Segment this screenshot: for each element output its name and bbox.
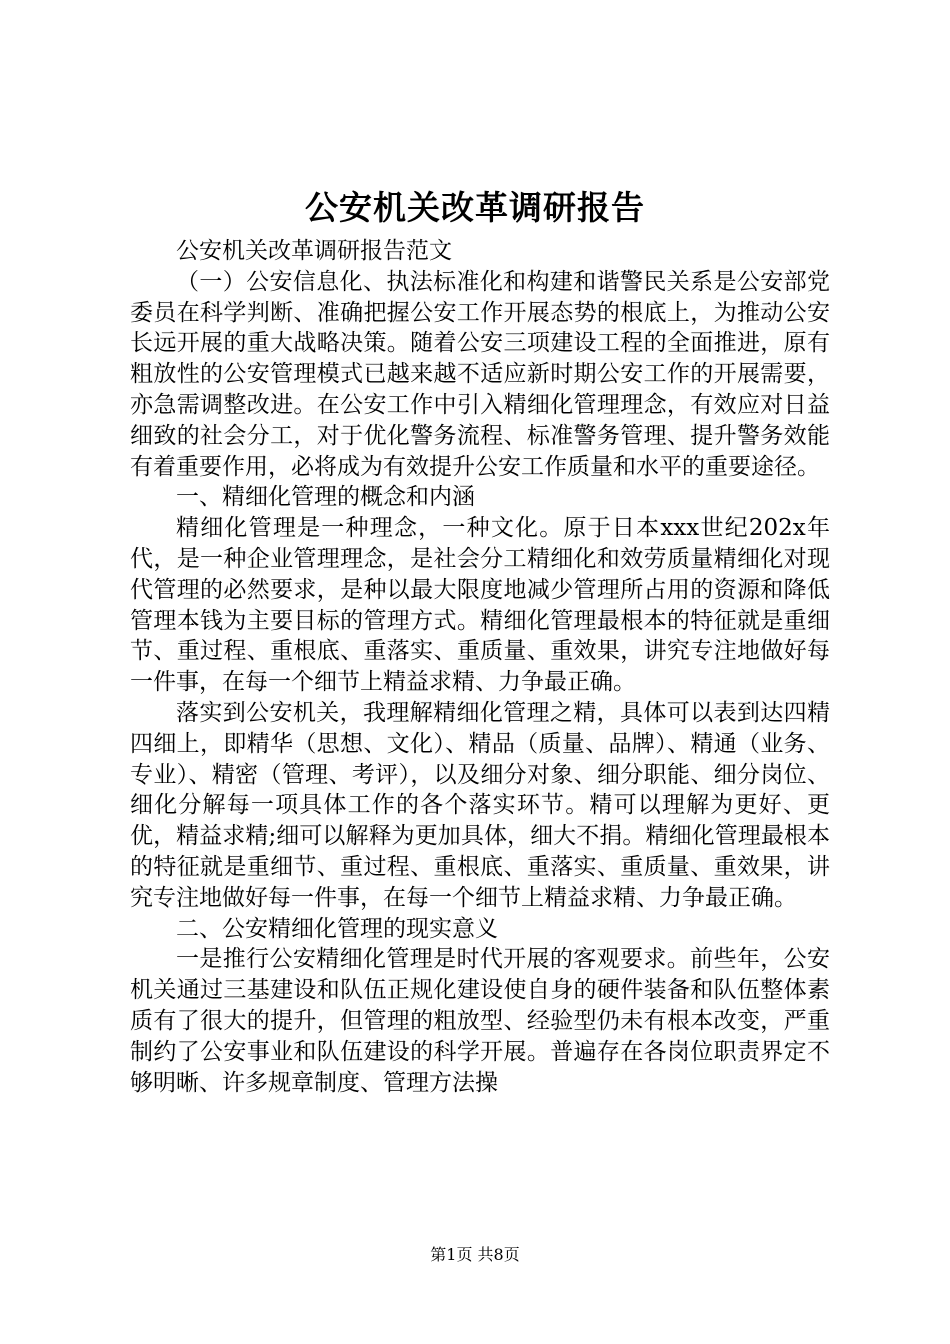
document-subtitle: 公安机关改革调研报告范文 xyxy=(176,238,452,264)
section-heading-2: 二、公安精细化管理的现实意义 xyxy=(176,915,498,942)
paragraph-significance: 一是推行公安精细化管理是时代开展的客观要求。前些年，公安机关通过三基建设和队伍正规化建设使自身的硬件装备和队伍整体素质有了很大的提升，但管理的粗放型、经验型仍未有根本改变，严重制约了公安事业和队伍建设的科学开展。普遍存在各岗位职责界定不够明晰、许多规章制度、管理方法操 xyxy=(130,946,830,1096)
document-body xyxy=(130,236,830,1098)
paragraph-concept: 精细化管理是一种理念，一种文化。原于日本xxx世纪202x年代，是一种企业管理理念，是社会分工精细化和效劳质量精细化对现代管理的必然要求，是种以最大限度地减少管理所占用的资源和降低管理本钱为主要目标的管理方式。精细化管理最根本的特征就是重细节、重过程、重根底、重落实、重质量、重效果，讲究专注地做好每一件事，在每一个细节上精益求精、力争最正确。 xyxy=(130,515,830,696)
page-number-footer: 第1页 共8页 xyxy=(430,1245,520,1264)
section-heading-1: 一、精细化管理的概念和内涵 xyxy=(176,484,475,511)
document-title: 公安机关改革调研报告 xyxy=(305,188,645,227)
paragraph-intro: （一）公安信息化、执法标准化和构建和谐警民关系是公安部党委员在科学判断、准确把握公安工作开展态势的根底上，为推动公安长远开展的重大战略决策。随着公安三项建设工程的全面推进，原有粗放性的公安管理模式已越来越不适应新时期公安工作的开展需要，亦急需调整改进。在公安工作中引入精细化管理理念，有效应对日益细致的社会分工，对于优化警务流程、标准警务管理、提升警务效能有着重要作用，必将成为有效提升公安工作质量和水平的重要途径。 xyxy=(130,268,830,480)
paragraph-police-application: 落实到公安机关，我理解精细化管理之精，具体可以表到达四精四细上，即精华（思想、文化）、精品（质量、品牌）、精通（业务、专业）、精密（管理、考评），以及细分对象、细分职能、细分岗位、细化分解每一项具体工作的各个落实环节。精可以理解为更好、更优，精益求精;细可以解释为更加具体，细大不捐。精细化管理最根本的特征就是重细节、重过程、重根底、重落实、重质量、重效果，讲究专注地做好每一件事，在每一个细节上精益求精、力争最正确。 xyxy=(130,699,830,911)
